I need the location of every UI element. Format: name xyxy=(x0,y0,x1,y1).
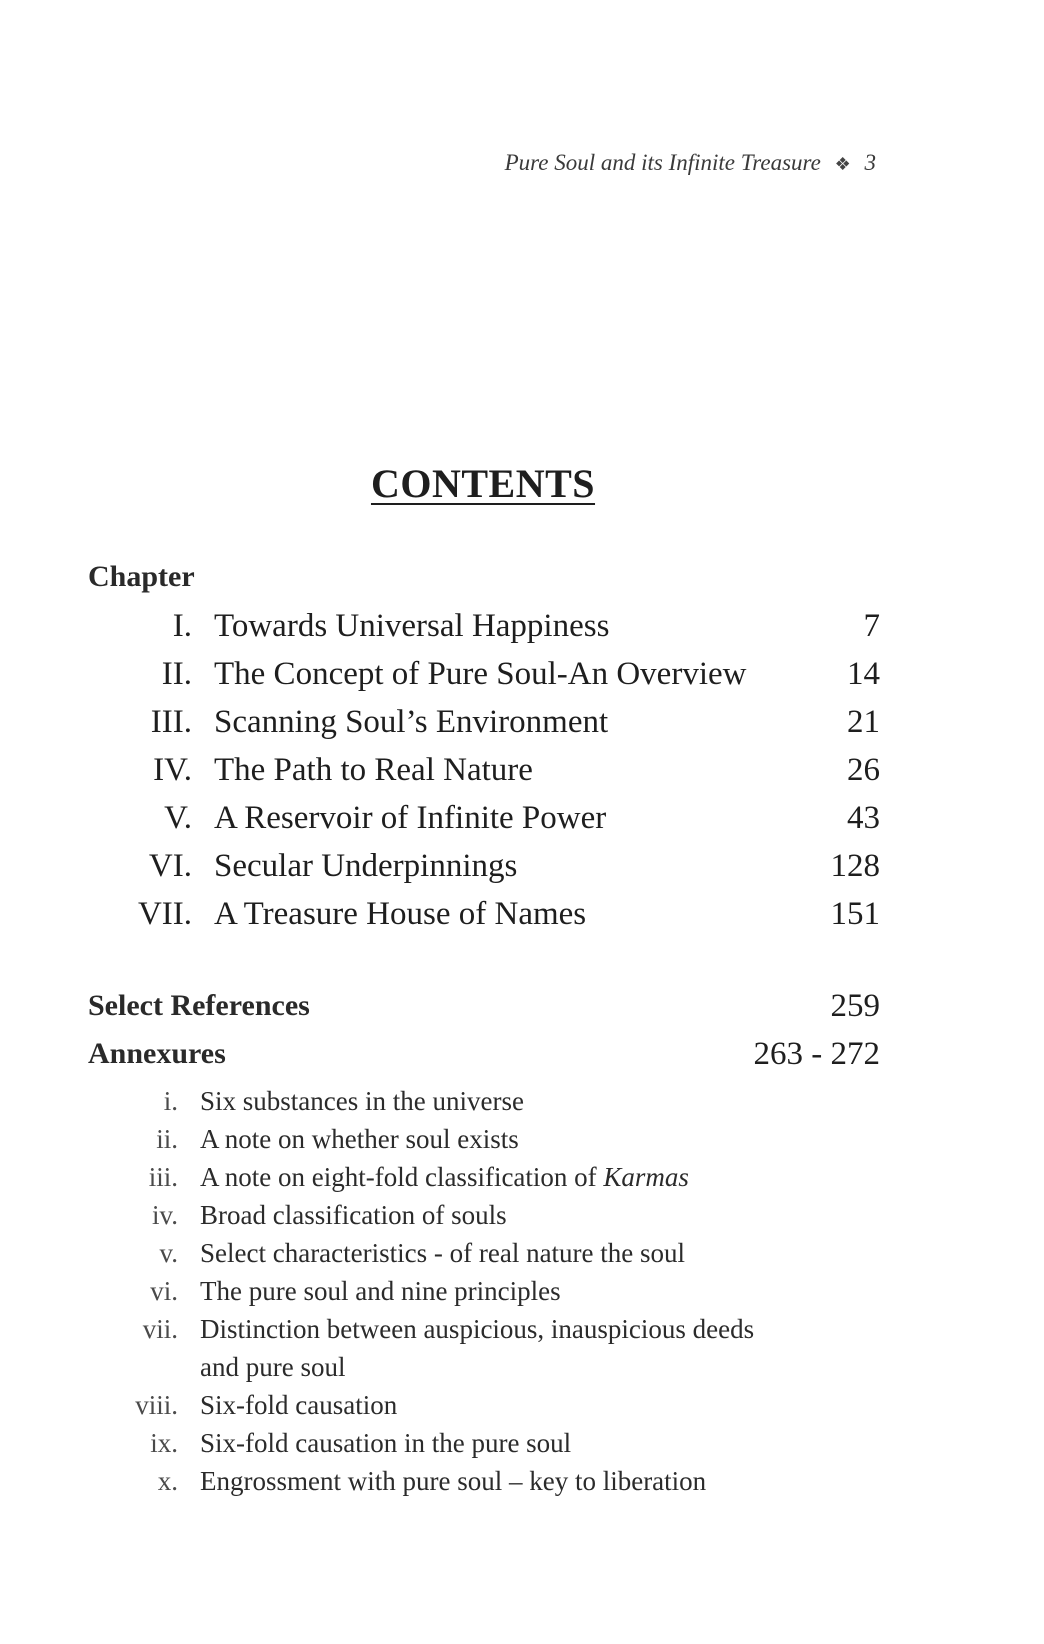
annexure-item[interactable] xyxy=(88,1082,880,1120)
chapter-page: 21 xyxy=(847,704,880,740)
chapter-number: IV. xyxy=(153,752,192,788)
chapter-title: A Treasure House of Names xyxy=(214,896,587,932)
chapter-page: 43 xyxy=(847,800,880,836)
chapter-number: VI. xyxy=(148,848,192,884)
chapter-page: 151 xyxy=(830,896,880,932)
chapter-page: 128 xyxy=(830,848,880,884)
annexure-text: Six substances in the universe xyxy=(200,1086,524,1116)
annexure-text: Select characteristics - of real nature the soul xyxy=(200,1238,686,1268)
annexure-item[interactable] xyxy=(88,1462,880,1500)
chapter-page: 7 xyxy=(863,608,880,644)
annexure-text: Six-fold causation in the pure soul xyxy=(200,1428,572,1458)
annexure-text-italic: Karmas xyxy=(603,1162,689,1192)
annexure-number: vii. xyxy=(142,1314,178,1344)
chapter-row[interactable] xyxy=(88,890,880,938)
annexure-number: v. xyxy=(159,1238,178,1268)
select-references-label: Select References xyxy=(88,989,310,1022)
chapter-row[interactable] xyxy=(88,746,880,794)
chapter-title: Scanning Soul’s Environment xyxy=(214,704,609,740)
annexure-text xyxy=(200,1158,760,1196)
chapter-page: 26 xyxy=(847,752,880,788)
chapter-row[interactable] xyxy=(88,842,880,890)
page-number: 3 xyxy=(864,150,876,175)
annexure-item[interactable] xyxy=(88,1120,880,1158)
annexure-number: x. xyxy=(157,1466,178,1496)
running-head-title: Pure Soul and its Infinite Treasure xyxy=(504,150,821,175)
annexures-row[interactable] xyxy=(88,1030,880,1078)
annexure-item[interactable] xyxy=(88,1196,880,1234)
annexure-number: vi. xyxy=(150,1276,178,1306)
annexure-text: A note on whether soul exists xyxy=(200,1124,519,1154)
annexure-list xyxy=(88,1082,880,1500)
chapter-label: Chapter xyxy=(88,560,195,593)
annexure-item[interactable] xyxy=(88,1386,880,1424)
chapter-title: Towards Universal Happiness xyxy=(214,608,610,644)
annexure-item[interactable] xyxy=(88,1158,880,1196)
chapter-row[interactable] xyxy=(88,650,880,698)
chapter-row[interactable] xyxy=(88,602,880,650)
annexure-number: i. xyxy=(163,1086,178,1116)
annexure-item[interactable] xyxy=(88,1310,880,1386)
chapter-number: V. xyxy=(164,800,192,836)
chapter-title: Secular Underpinnings xyxy=(214,848,518,884)
annexures-label: Annexures xyxy=(88,1037,226,1070)
ornament-separator-icon: ❖ xyxy=(834,154,851,174)
chapter-row[interactable] xyxy=(88,698,880,746)
annexure-text: Distinction between auspicious, inauspicious deeds and pure soul xyxy=(200,1314,755,1382)
annexure-number: iii. xyxy=(148,1162,178,1192)
chapter-number: VII. xyxy=(137,896,192,932)
annexure-text: The pure soul and nine principles xyxy=(200,1276,561,1306)
running-head xyxy=(505,150,876,176)
chapter-title: A Reservoir of Infinite Power xyxy=(214,800,607,836)
select-references-row[interactable] xyxy=(88,982,880,1030)
annexure-text: Six-fold causation xyxy=(200,1390,398,1420)
annexure-item[interactable] xyxy=(88,1234,880,1272)
chapter-title: The Path to Real Nature xyxy=(214,752,533,788)
annexure-number: ii. xyxy=(156,1124,178,1154)
chapter-title: The Concept of Pure Soul-An Overview xyxy=(214,656,747,692)
annexures-page: 263 - 272 xyxy=(753,1036,880,1072)
annexure-item[interactable] xyxy=(88,1272,880,1310)
annexure-item[interactable] xyxy=(88,1424,880,1462)
chapter-page: 14 xyxy=(847,656,880,692)
annexure-number: ix. xyxy=(150,1428,178,1458)
annexure-text: Engrossment with pure soul – key to liberation xyxy=(200,1466,707,1496)
annexure-text: Broad classification of souls xyxy=(200,1200,507,1230)
annexure-text-main: A note on eight-fold classification of xyxy=(200,1162,604,1192)
chapter-list xyxy=(88,602,880,938)
select-references-page: 259 xyxy=(830,988,880,1024)
annexure-number: iv. xyxy=(152,1200,178,1230)
chapter-row[interactable] xyxy=(88,794,880,842)
chapter-number: II. xyxy=(161,656,192,692)
annexure-number: viii. xyxy=(135,1390,178,1420)
chapter-number: III. xyxy=(150,704,192,740)
chapter-number: I. xyxy=(172,608,192,644)
contents-heading: CONTENTS xyxy=(370,461,596,506)
